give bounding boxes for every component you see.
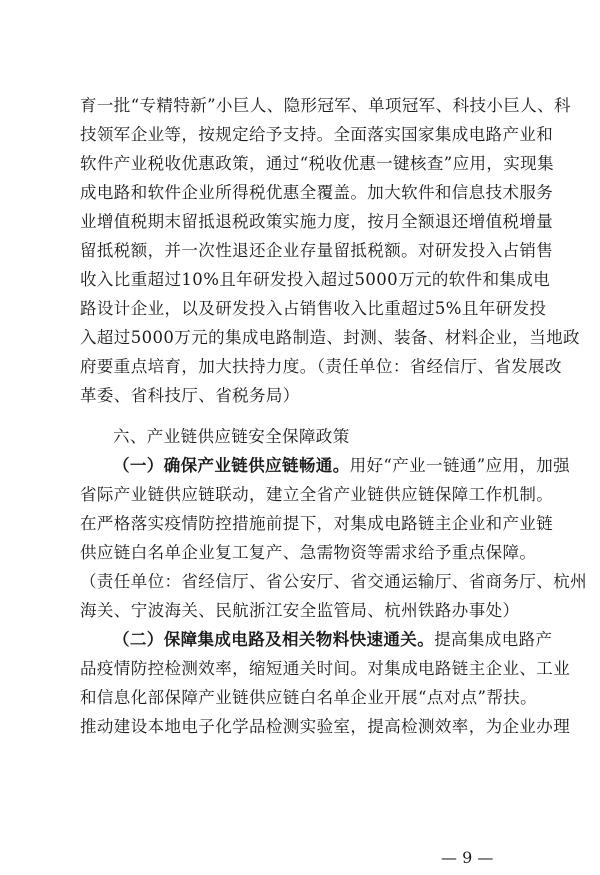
body-text-line: 和信息化部保障产业链供应链白名单企业开展“点对点”帮扶。 — [80, 688, 538, 707]
body-text-line: 软件产业税收优惠政策，通过“税收优惠一键核查”应用，实现集 — [80, 154, 554, 173]
body-text-line: 成电路和软件企业所得税优惠全覆盖。加大软件和信息技术服务 — [80, 183, 554, 202]
body-text-line: 技领军企业等，按规定给予支持。全面落实国家集成电路产业和 — [80, 125, 554, 144]
body-text-line: 府要重点培育，加大扶持力度。（责任单位：省经信厅、省发展改 — [80, 357, 562, 376]
body-text-fragment: 用好“产业一链通”应用，加强 — [349, 456, 571, 475]
section-heading: 六、产业链供应链安全保障政策 — [113, 427, 350, 446]
body-text-line: 育一批“专精特新”小巨人、隐形冠军、单项冠军、科技小巨人、科 — [80, 96, 571, 115]
body-text-line: 供应链白名单企业复工复产、急需物资等需求给予重点保障。 — [80, 543, 537, 562]
body-text-line: 品疫情防控检测效率，缩短通关时间。对集成电路链主企业、工业 — [80, 659, 571, 678]
body-text-line: （责任单位：省经信厅、省公安厅、省交通运输厅、省商务厅、杭州 — [80, 572, 587, 591]
body-text-line: 入超过5000万元的集成电路制造、封测、装备、材料企业，当地政 — [80, 328, 580, 347]
body-text-line: 在严格落实疫情防控措施前提下，对集成电路链主企业和产业链 — [80, 514, 554, 533]
subsection-first-line — [113, 456, 571, 476]
subsection-title: （一）确保产业链供应链畅通。 — [113, 456, 350, 475]
subsection-first-line — [113, 630, 553, 650]
body-text-line: 推动建设本地电子化学品检测实验室，提高检测效率，为企业办理 — [80, 717, 571, 736]
body-text-line: 收入比重超过10%且年研发投入超过5000万元的软件和集成电 — [80, 270, 551, 289]
body-text-line: 革委、省科技厅、省税务局） — [80, 386, 300, 405]
body-text-line: 留抵税额，并一次性退还企业存量留抵税额。对研发投入占销售 — [80, 241, 554, 260]
body-text-fragment: 提高集成电路产 — [434, 630, 553, 649]
body-text-line: 路设计企业，以及研发投入占销售收入比重超过5%且年研发投 — [80, 299, 547, 318]
body-text-line: 海关、宁波海关、民航浙江安全监管局、杭州铁路办事处） — [80, 601, 520, 620]
body-text-line: 省际产业链供应链联动，建立全省产业链供应链保障工作机制。 — [80, 485, 554, 504]
body-text-line: 业增值税期末留抵退税政策实施力度，按月全额退还增值税增量 — [80, 212, 554, 231]
subsection-title: （二）保障集成电路及相关物料快速通关。 — [113, 630, 435, 649]
page-number: — 9 — — [441, 848, 494, 867]
